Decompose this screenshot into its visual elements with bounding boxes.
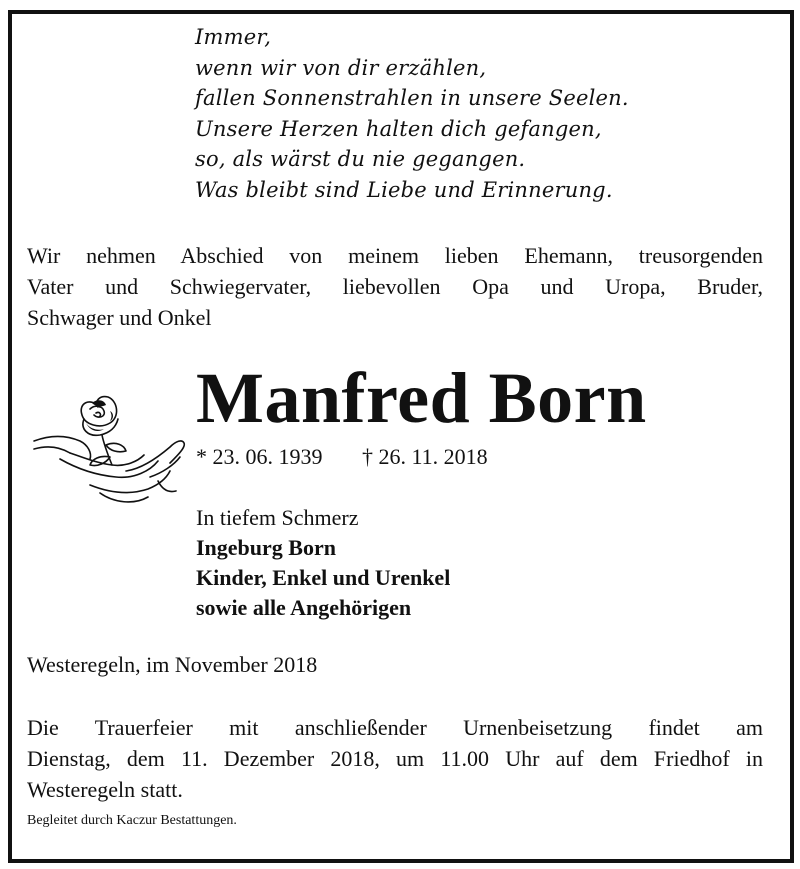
poem-line: so, als wärst du nie gegangen.	[195, 147, 526, 171]
life-dates	[196, 442, 488, 472]
funeral-info	[27, 712, 763, 805]
death-date: † 26. 11. 2018	[362, 444, 488, 469]
place-date: Westeregeln, im November 2018	[27, 652, 318, 677]
mourners-heading: In tiefem Schmerz	[196, 505, 359, 530]
poem-line: Unsere Herzen halten dich gefangen,	[195, 116, 602, 141]
rose-in-hands-icon	[30, 385, 190, 515]
intro-text	[27, 240, 763, 333]
poem-line: Immer,	[195, 25, 272, 49]
poem-line: fallen Sonnenstrahlen in unsere Seelen.	[195, 86, 629, 110]
intro-line: Schwager und Onkel	[27, 305, 212, 330]
funeral-line: Die Trauerfeier mit anschließender Urnenbeisetzung findet am	[27, 715, 763, 740]
funeral-line: Westeregeln statt.	[27, 777, 183, 802]
birth-date: * 23. 06. 1939	[196, 444, 323, 469]
mourner-name: Ingeburg Born	[196, 535, 336, 560]
mourner-name: sowie alle Angehörigen	[196, 595, 412, 620]
poem-line: wenn wir von dir erzählen,	[195, 55, 487, 80]
intro-line: Wir nehmen Abschied von meinem lieben Ehemann, treusorgenden	[27, 243, 763, 268]
intro-line: Vater und Schwiegervater, liebevollen Opa und Uropa, Bruder,	[27, 274, 763, 299]
undertaker-credit: Begleitet durch Kaczur Bestattungen.	[27, 813, 237, 828]
funeral-line: Dienstag, dem 11. Dezember 2018, um 11.00 Uhr auf dem Friedhof in	[27, 746, 763, 771]
deceased-name: Manfred Born	[196, 358, 647, 438]
poem	[195, 22, 629, 205]
poem-line: Was bleibt sind Liebe und Erinnerung.	[195, 177, 613, 202]
mourner-name: Kinder, Enkel und Urenkel	[196, 565, 451, 590]
mourners	[196, 503, 450, 623]
